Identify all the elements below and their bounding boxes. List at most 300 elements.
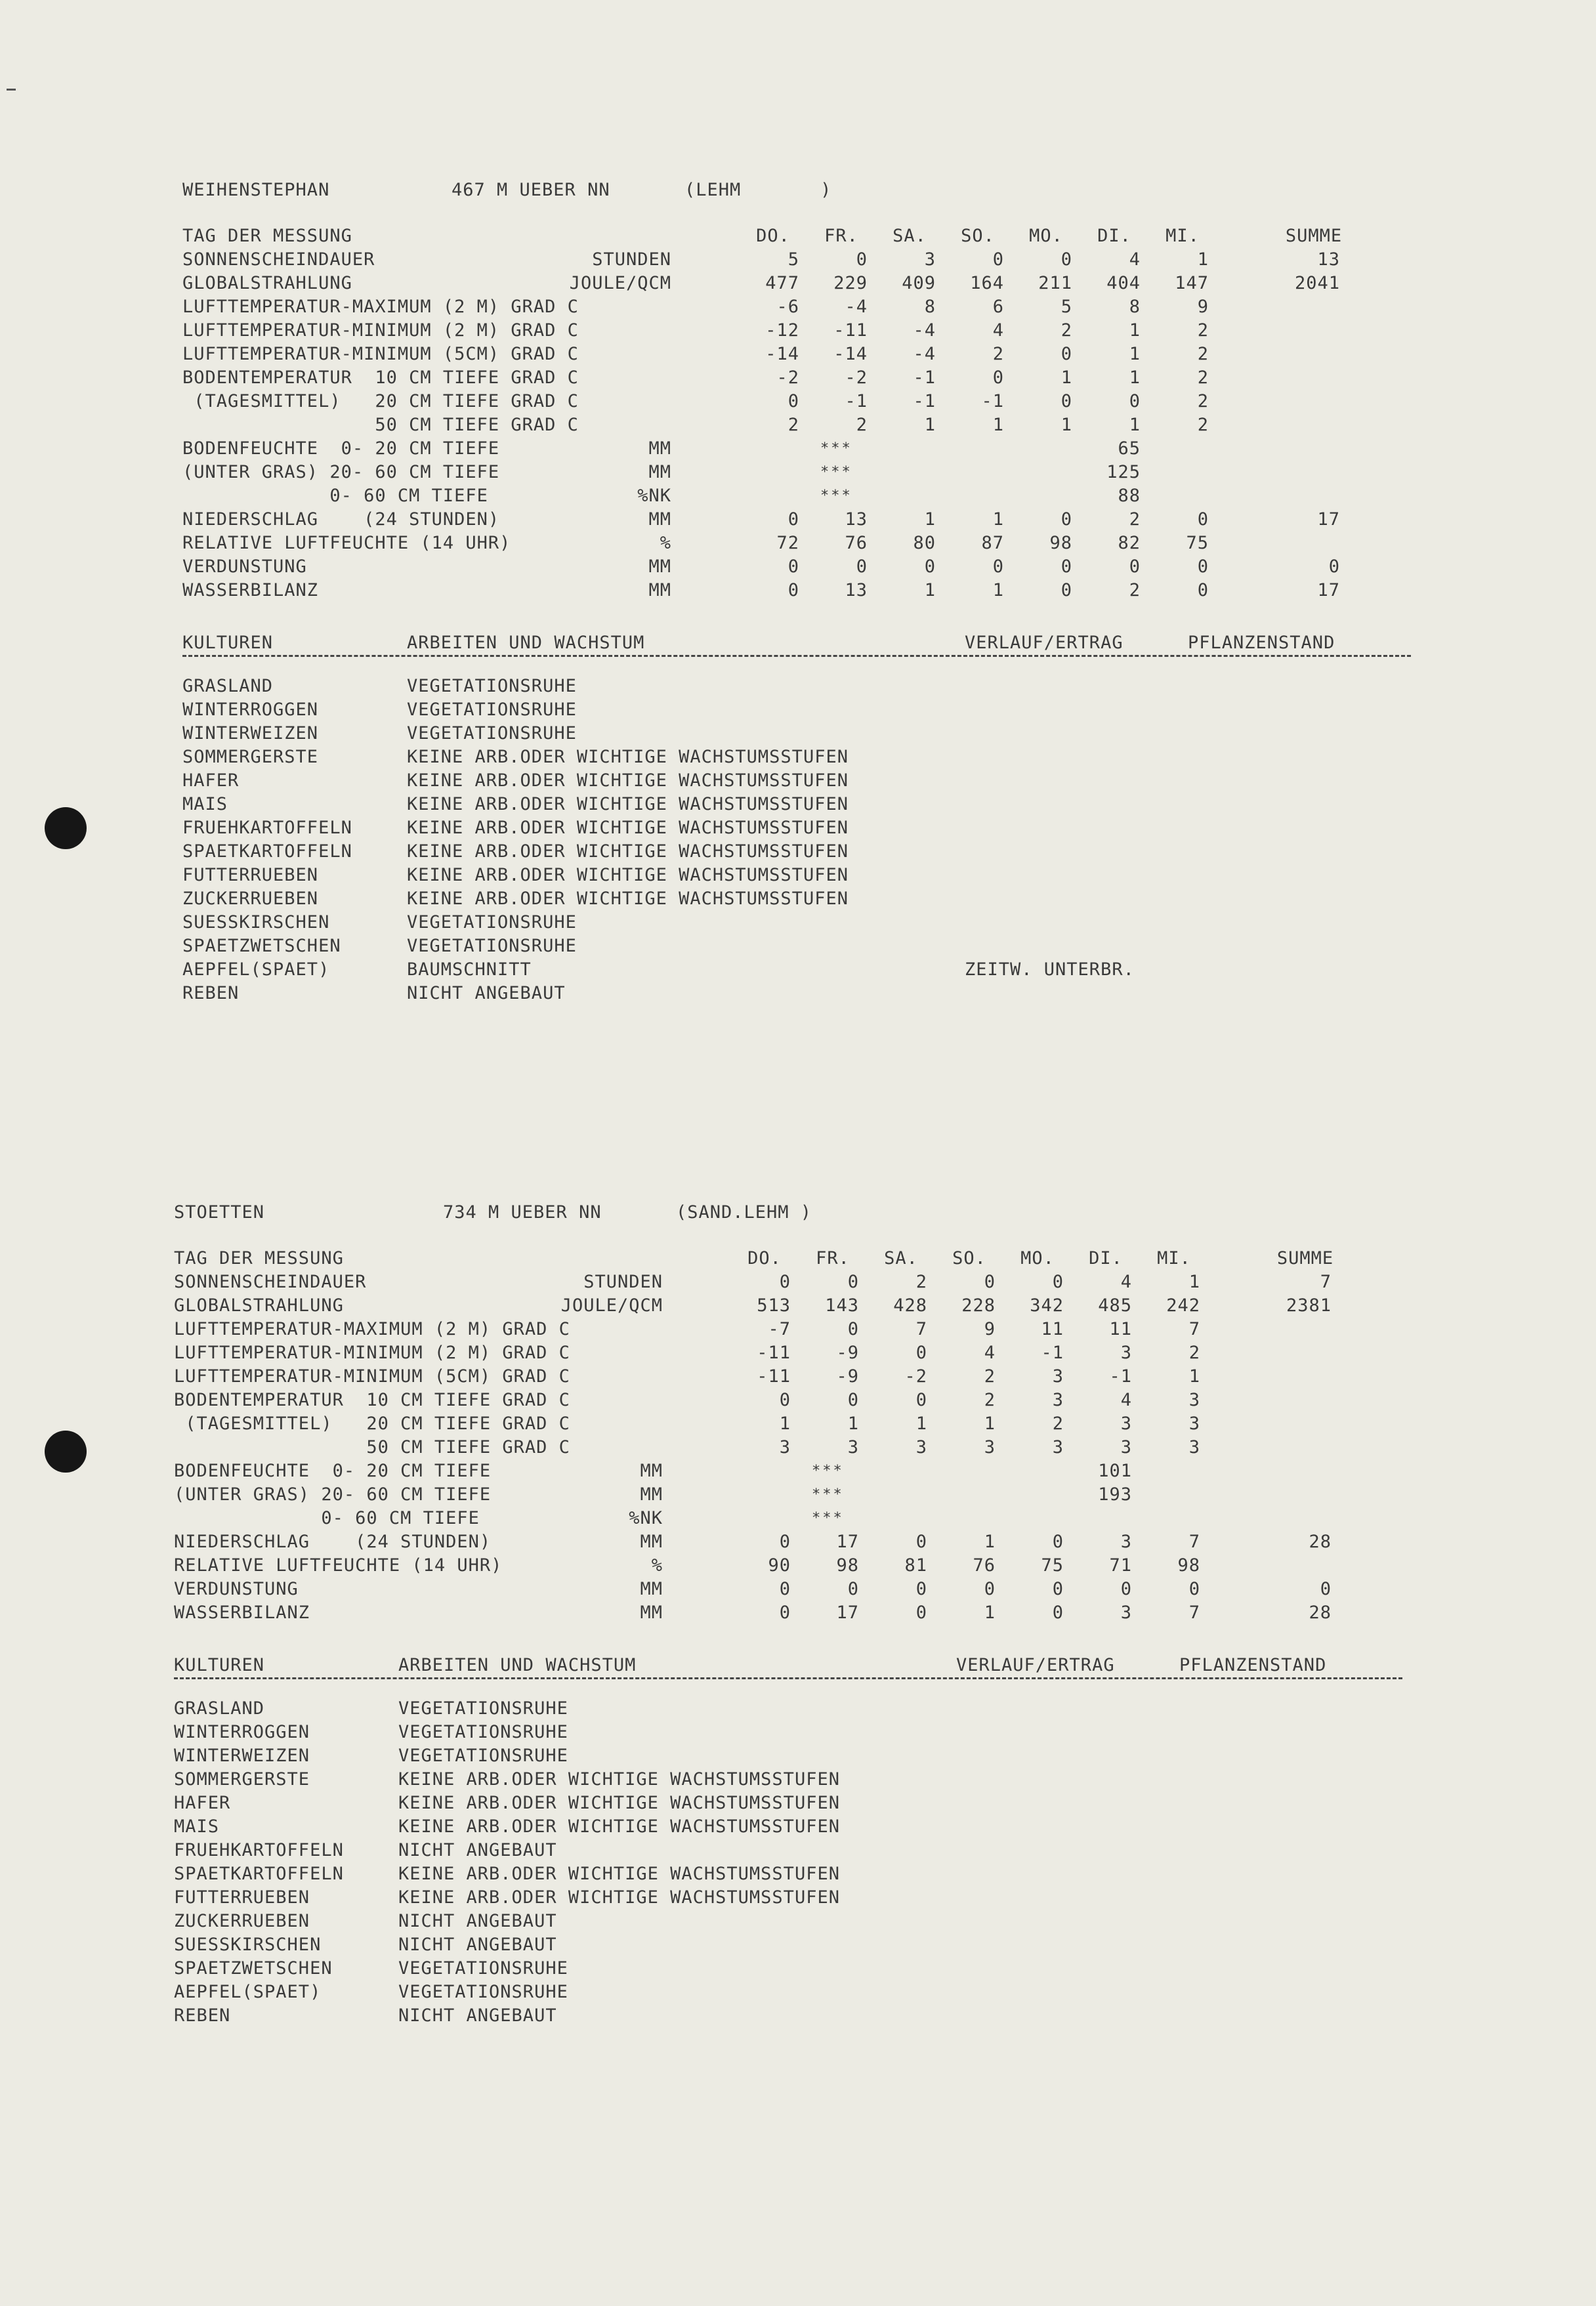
verlauf-header: VERLAUF/ERTRAG [956, 1655, 1115, 1675]
day-value: 0 [1052, 1272, 1064, 1292]
day-value: 1 [1129, 367, 1141, 388]
crop-name: REBEN [182, 983, 240, 1003]
day-value: 1 [915, 1414, 927, 1434]
day-value: 1 [1197, 249, 1209, 270]
day-value: -2 [904, 1366, 927, 1387]
sum-value: 13 [1317, 249, 1340, 270]
day-value: 1 [984, 1603, 996, 1623]
day-value: -2 [776, 367, 799, 388]
day-value: 1 [779, 1414, 791, 1434]
measure-unit: MM [640, 1461, 663, 1481]
day-value: 6 [992, 297, 1004, 317]
crop-name: FUTTERRUEBEN [182, 865, 319, 885]
measure-label: BODENTEMPERATUR 10 CM TIEFE GRAD C [174, 1390, 570, 1410]
day-value: 0 [1129, 391, 1141, 411]
crop-activity: NICHT ANGEBAUT [407, 983, 566, 1003]
day-value: 1 [924, 509, 936, 530]
day-value: 0 [779, 1532, 791, 1552]
crop-activity: VEGETATIONSRUHE [398, 1698, 568, 1719]
crop-name: AEPFEL(SPAET) [174, 1982, 322, 2002]
measure-label: GLOBALSTRAHLUNG [174, 1295, 344, 1316]
crop-activity: KEINE ARB.ODER WICHTIGE WACHSTUMSSTUFEN [398, 1887, 840, 1908]
crop-activity: VEGETATIONSRUHE [407, 700, 577, 720]
station-weihenstephan [182, 178, 1429, 1032]
crop-note: ZEITW. UNTERBR. [965, 959, 1135, 980]
day-value: 4 [984, 1343, 996, 1363]
measure-unit: MM [648, 556, 671, 577]
day-value: 228 [961, 1295, 996, 1316]
crop-activity: VEGETATIONSRUHE [407, 936, 577, 956]
crop-name: SUESSKIRSCHEN [174, 1935, 322, 1955]
day-value: 0 [1052, 1579, 1064, 1599]
day-value: 0 [1060, 556, 1072, 577]
crop-activity: NICHT ANGEBAUT [398, 2005, 557, 2026]
day-value: 2 [992, 344, 1004, 364]
measure-label: 50 CM TIEFE GRAD C [174, 1437, 570, 1457]
measure-label: VERDUNSTUNG [182, 556, 307, 577]
day-value: 3 [924, 249, 936, 270]
day-value: 3 [847, 1437, 859, 1457]
measure-label: WASSERBILANZ [174, 1603, 310, 1623]
day-value: 1 [992, 509, 1004, 530]
crop-name: SOMMERGERSTE [174, 1769, 310, 1790]
day-value: 0 [924, 556, 936, 577]
day-value: 3 [1188, 1414, 1200, 1434]
day-header: MI. [1166, 226, 1200, 246]
day-value: 2 [1197, 367, 1209, 388]
day-value: 1 [1188, 1272, 1200, 1292]
crop-name: FRUEHKARTOFFELN [182, 818, 352, 838]
sum-value: 17 [1317, 509, 1340, 530]
station-name: STOETTEN [174, 1202, 265, 1223]
day-value: 485 [1098, 1295, 1132, 1316]
day-value: 4 [1120, 1390, 1132, 1410]
crop-name: MAIS [174, 1816, 220, 1837]
measure-label: LUFTTEMPERATUR-MAXIMUM (2 M) GRAD C [182, 297, 579, 317]
day-value: 3 [1120, 1603, 1132, 1623]
day-value: -11 [757, 1343, 791, 1363]
crop-activity: VEGETATIONSRUHE [398, 1722, 568, 1742]
day-value: 101 [1098, 1461, 1132, 1481]
day-value: 0 [1188, 1579, 1200, 1599]
missing-value-marker: *** [812, 1510, 844, 1526]
crop-activity: KEINE ARB.ODER WICHTIGE WACHSTUMSSTUFEN [407, 841, 849, 862]
day-value: 0 [847, 1272, 859, 1292]
day-value: -1 [981, 391, 1004, 411]
measure-label: 0- 60 CM TIEFE [182, 486, 488, 506]
measure-unit: %NK [637, 486, 671, 506]
station-elevation: 734 M UEBER NN [443, 1202, 602, 1223]
measure-unit: JOULE/QCM [569, 273, 671, 293]
day-value: 477 [765, 273, 799, 293]
measure-unit: MM [648, 580, 671, 600]
day-value: 76 [973, 1555, 996, 1576]
day-value: 2 [1197, 344, 1209, 364]
crop-name: FUTTERRUEBEN [174, 1887, 310, 1908]
day-header: DI. [1089, 1248, 1123, 1268]
measure-label: GLOBALSTRAHLUNG [182, 273, 352, 293]
day-header: SA. [884, 1248, 918, 1268]
crop-name: WINTERROGGEN [174, 1722, 310, 1742]
crop-name: WINTERWEIZEN [174, 1746, 310, 1766]
crop-name: AEPFEL(SPAET) [182, 959, 330, 980]
crop-activity: KEINE ARB.ODER WICHTIGE WACHSTUMSSTUFEN [398, 1793, 840, 1813]
tag-der-messung-label: TAG DER MESSUNG [182, 226, 352, 246]
day-value: 2 [856, 415, 868, 435]
measure-unit: %NK [629, 1508, 663, 1528]
day-header: DI. [1097, 226, 1131, 246]
measure-label: LUFTTEMPERATUR-MINIMUM (5CM) GRAD C [174, 1366, 570, 1387]
day-value: 2 [1129, 509, 1141, 530]
measure-label: LUFTTEMPERATUR-MINIMUM (5CM) GRAD C [182, 344, 579, 364]
crop-activity: BAUMSCHNITT [407, 959, 532, 980]
day-value: 242 [1166, 1295, 1200, 1316]
day-value: 0 [1120, 1579, 1132, 1599]
crop-activity: VEGETATIONSRUHE [398, 1982, 568, 2002]
sum-value: 7 [1320, 1272, 1332, 1292]
day-value: -7 [768, 1319, 791, 1339]
kulturen-header: KULTUREN [182, 633, 274, 653]
day-value: 0 [1052, 1603, 1064, 1623]
missing-value-marker: *** [820, 464, 852, 480]
day-value: 4 [992, 320, 1004, 341]
crop-name: HAFER [174, 1793, 231, 1813]
day-value: 0 [1197, 580, 1209, 600]
day-value: 82 [1118, 533, 1141, 553]
day-value: 0 [847, 1390, 859, 1410]
crop-name: MAIS [182, 794, 228, 814]
day-value: -9 [836, 1343, 859, 1363]
day-value: -4 [845, 297, 868, 317]
day-value: 229 [833, 273, 868, 293]
day-value: 8 [924, 297, 936, 317]
measure-label: BODENTEMPERATUR 10 CM TIEFE GRAD C [182, 367, 579, 388]
day-value: 88 [1118, 486, 1141, 506]
measure-label: LUFTTEMPERATUR-MINIMUM (2 M) GRAD C [182, 320, 579, 341]
tag-der-messung-label: TAG DER MESSUNG [174, 1248, 344, 1268]
day-value: 0 [1060, 509, 1072, 530]
day-value: 75 [1186, 533, 1209, 553]
day-value: -1 [1041, 1343, 1064, 1363]
day-value: 9 [1197, 297, 1209, 317]
day-value: 7 [1188, 1319, 1200, 1339]
day-value: 3 [1120, 1532, 1132, 1552]
day-value: -11 [833, 320, 868, 341]
day-value: 2 [1129, 580, 1141, 600]
day-value: 0 [788, 509, 799, 530]
day-value: 3 [1052, 1390, 1064, 1410]
crop-name: GRASLAND [182, 676, 274, 696]
day-value: 0 [788, 580, 799, 600]
day-value: 5 [788, 249, 799, 270]
measure-label: SONNENSCHEINDAUER [182, 249, 375, 270]
measure-unit: STUNDEN [583, 1272, 663, 1292]
punch-hole [45, 807, 87, 849]
summe-header: SUMME [1285, 226, 1343, 246]
day-value: 0 [915, 1343, 927, 1363]
measure-label: RELATIVE LUFTFEUCHTE (14 UHR) [174, 1555, 503, 1576]
crop-activity: KEINE ARB.ODER WICHTIGE WACHSTUMSSTUFEN [407, 865, 849, 885]
margin-mark [7, 89, 16, 91]
day-value: 0 [788, 556, 799, 577]
day-value: 1 [924, 415, 936, 435]
day-value: 1 [1129, 320, 1141, 341]
day-header: MI. [1157, 1248, 1191, 1268]
crop-activity: KEINE ARB.ODER WICHTIGE WACHSTUMSSTUFEN [407, 770, 849, 791]
measure-label: BODENFEUCHTE 0- 20 CM TIEFE [174, 1461, 492, 1481]
day-value: 0 [1060, 344, 1072, 364]
measure-label: NIEDERSCHLAG (24 STUNDEN) [182, 509, 500, 530]
day-value: 0 [779, 1272, 791, 1292]
crop-name: FRUEHKARTOFFELN [174, 1840, 344, 1860]
crop-activity: KEINE ARB.ODER WICHTIGE WACHSTUMSSTUFEN [407, 794, 849, 814]
sum-value: 17 [1317, 580, 1340, 600]
day-value: -9 [836, 1366, 859, 1387]
day-value: 0 [856, 249, 868, 270]
day-header: FR. [824, 226, 858, 246]
day-value: 81 [904, 1555, 927, 1576]
punch-hole [45, 1431, 87, 1473]
day-value: 98 [1177, 1555, 1200, 1576]
measure-label: (UNTER GRAS) 20- 60 CM TIEFE [174, 1484, 492, 1505]
day-value: 0 [1060, 391, 1072, 411]
day-value: 65 [1118, 438, 1141, 459]
crop-activity: KEINE ARB.ODER WICHTIGE WACHSTUMSSTUFEN [398, 1769, 840, 1790]
crop-name: WINTERROGGEN [182, 700, 319, 720]
day-value: 3 [1188, 1390, 1200, 1410]
day-value: 0 [779, 1390, 791, 1410]
verlauf-header: VERLAUF/ERTRAG [965, 633, 1124, 653]
day-value: 3 [779, 1437, 791, 1457]
crop-activity: KEINE ARB.ODER WICHTIGE WACHSTUMSSTUFEN [398, 1864, 840, 1884]
measure-label: SONNENSCHEINDAUER [174, 1272, 367, 1292]
crop-activity: NICHT ANGEBAUT [398, 1840, 557, 1860]
day-value: 71 [1109, 1555, 1132, 1576]
pflanzenstand-header: PFLANZENSTAND [1188, 633, 1335, 653]
measure-unit: % [660, 533, 671, 553]
measure-label: LUFTTEMPERATUR-MAXIMUM (2 M) GRAD C [174, 1319, 570, 1339]
measure-label: (UNTER GRAS) 20- 60 CM TIEFE [182, 462, 500, 482]
crop-activity: NICHT ANGEBAUT [398, 1935, 557, 1955]
day-value: 0 [992, 556, 1004, 577]
day-value: 4 [1120, 1272, 1132, 1292]
crop-activity: KEINE ARB.ODER WICHTIGE WACHSTUMSSTUFEN [398, 1816, 840, 1837]
crop-name: SUESSKIRSCHEN [182, 912, 330, 933]
crop-activity: KEINE ARB.ODER WICHTIGE WACHSTUMSSTUFEN [407, 889, 849, 909]
crop-name: SPAETZWETSCHEN [182, 936, 341, 956]
sum-value: 2041 [1294, 273, 1340, 293]
day-value: 3 [984, 1437, 996, 1457]
measure-unit: MM [640, 1484, 663, 1505]
day-header: DO. [756, 226, 790, 246]
day-value: 0 [1197, 556, 1209, 577]
day-value: 0 [1060, 249, 1072, 270]
measure-label: NIEDERSCHLAG (24 STUNDEN) [174, 1532, 492, 1552]
crop-activity: VEGETATIONSRUHE [407, 676, 577, 696]
day-value: 409 [902, 273, 936, 293]
day-value: 8 [1129, 297, 1141, 317]
day-header: MO. [1029, 226, 1063, 246]
day-value: 428 [893, 1295, 927, 1316]
measure-label: BODENFEUCHTE 0- 20 CM TIEFE [182, 438, 500, 459]
day-value: 0 [779, 1579, 791, 1599]
sum-value: 2381 [1286, 1295, 1332, 1316]
day-value: 75 [1041, 1555, 1064, 1576]
day-value: 3 [1120, 1437, 1132, 1457]
measure-unit: MM [640, 1579, 663, 1599]
measure-label: 50 CM TIEFE GRAD C [182, 415, 579, 435]
day-value: 0 [856, 556, 868, 577]
crop-activity: VEGETATIONSRUHE [407, 723, 577, 744]
crop-name: GRASLAND [174, 1698, 265, 1719]
day-value: 211 [1038, 273, 1072, 293]
station-soil: (LEHM ) [684, 180, 832, 200]
measure-label: (TAGESMITTEL) 20 CM TIEFE GRAD C [182, 391, 579, 411]
measure-label: RELATIVE LUFTFEUCHTE (14 UHR) [182, 533, 511, 553]
day-header: SO. [952, 1248, 986, 1268]
day-value: 1 [1060, 415, 1072, 435]
arbeiten-header: ARBEITEN UND WACHSTUM [398, 1655, 637, 1675]
crop-activity: VEGETATIONSRUHE [407, 912, 577, 933]
day-value: -14 [765, 344, 799, 364]
day-value: 0 [847, 1579, 859, 1599]
day-value: 3 [1052, 1366, 1064, 1387]
day-value: -14 [833, 344, 868, 364]
day-value: 2 [1197, 391, 1209, 411]
day-value: 2 [1052, 1414, 1064, 1434]
measure-unit: MM [640, 1603, 663, 1623]
day-value: 404 [1106, 273, 1141, 293]
crop-name: SPAETKARTOFFELN [174, 1864, 344, 1884]
crop-name: SPAETKARTOFFELN [182, 841, 352, 862]
day-header: SA. [892, 226, 927, 246]
day-value: 87 [981, 533, 1004, 553]
day-value: 0 [1052, 1532, 1064, 1552]
day-value: 2 [984, 1366, 996, 1387]
crop-activity: NICHT ANGEBAUT [398, 1911, 557, 1931]
day-value: -1 [1109, 1366, 1132, 1387]
day-value: 2 [1197, 320, 1209, 341]
station-soil: (SAND.LEHM ) [676, 1202, 812, 1223]
day-value: 342 [1030, 1295, 1064, 1316]
day-value: 1 [1188, 1366, 1200, 1387]
day-value: 1 [992, 415, 1004, 435]
day-header: FR. [816, 1248, 850, 1268]
day-value: 0 [915, 1579, 927, 1599]
day-value: 76 [845, 533, 868, 553]
day-value: 0 [984, 1579, 996, 1599]
day-value: 1 [1129, 415, 1141, 435]
day-value: 2 [984, 1390, 996, 1410]
station-name: WEIHENSTEPHAN [182, 180, 330, 200]
day-value: -6 [776, 297, 799, 317]
day-value: 7 [1188, 1532, 1200, 1552]
day-header: DO. [747, 1248, 782, 1268]
crop-name: ZUCKERRUEBEN [182, 889, 319, 909]
dashed-divider [182, 655, 1411, 657]
measure-label: (TAGESMITTEL) 20 CM TIEFE GRAD C [174, 1414, 570, 1434]
day-value: 2 [1060, 320, 1072, 341]
measure-unit: MM [648, 438, 671, 459]
kulturen-header: KULTUREN [174, 1655, 265, 1675]
measure-label: WASSERBILANZ [182, 580, 319, 600]
measure-label: LUFTTEMPERATUR-MINIMUM (2 M) GRAD C [174, 1343, 570, 1363]
day-value: 1 [847, 1414, 859, 1434]
day-value: 147 [1175, 273, 1209, 293]
summe-header: SUMME [1276, 1248, 1334, 1268]
sum-value: 28 [1309, 1603, 1332, 1623]
day-value: 0 [992, 249, 1004, 270]
day-value: 3 [915, 1437, 927, 1457]
day-value: 1 [992, 580, 1004, 600]
day-value: -4 [913, 320, 936, 341]
day-value: -11 [757, 1366, 791, 1387]
dashed-divider [174, 1677, 1402, 1679]
day-value: 2 [915, 1272, 927, 1292]
day-value: 164 [970, 273, 1004, 293]
day-value: 0 [915, 1390, 927, 1410]
crop-name: SPAETZWETSCHEN [174, 1958, 333, 1979]
day-value: 7 [1188, 1603, 1200, 1623]
measure-unit: % [651, 1555, 663, 1576]
day-value: 0 [915, 1532, 927, 1552]
measure-unit: JOULE/QCM [560, 1295, 663, 1316]
measure-unit: MM [648, 509, 671, 530]
day-value: 5 [1060, 297, 1072, 317]
crop-name: WINTERWEIZEN [182, 723, 319, 744]
crop-activity: KEINE ARB.ODER WICHTIGE WACHSTUMSSTUFEN [407, 818, 849, 838]
missing-value-marker: *** [812, 1463, 844, 1479]
day-value: 11 [1109, 1319, 1132, 1339]
day-value: -2 [845, 367, 868, 388]
day-value: 143 [825, 1295, 859, 1316]
station-elevation: 467 M UEBER NN [452, 180, 610, 200]
day-value: 7 [915, 1319, 927, 1339]
arbeiten-header: ARBEITEN UND WACHSTUM [407, 633, 645, 653]
day-value: 1 [984, 1532, 996, 1552]
day-value: 98 [1049, 533, 1072, 553]
day-value: 0 [1060, 580, 1072, 600]
day-value: 0 [915, 1603, 927, 1623]
crop-activity: VEGETATIONSRUHE [398, 1746, 568, 1766]
crop-activity: VEGETATIONSRUHE [398, 1958, 568, 1979]
measure-unit: MM [640, 1532, 663, 1552]
sum-value: 0 [1320, 1579, 1332, 1599]
missing-value-marker: *** [812, 1486, 844, 1503]
day-value: 17 [836, 1532, 859, 1552]
day-value: 2 [1197, 415, 1209, 435]
day-value: 3 [1120, 1343, 1132, 1363]
crop-name: REBEN [174, 2005, 231, 2026]
day-value: 72 [776, 533, 799, 553]
day-value: 1 [924, 580, 936, 600]
day-value: 9 [984, 1319, 996, 1339]
day-value: 80 [913, 533, 936, 553]
day-value: 0 [788, 391, 799, 411]
day-value: -1 [913, 391, 936, 411]
day-value: 11 [1041, 1319, 1064, 1339]
crop-name: SOMMERGERSTE [182, 747, 319, 767]
measure-label: VERDUNSTUNG [174, 1579, 299, 1599]
measure-label: 0- 60 CM TIEFE [174, 1508, 480, 1528]
day-value: 0 [1129, 556, 1141, 577]
day-value: 3 [1052, 1437, 1064, 1457]
day-value: 193 [1098, 1484, 1132, 1505]
day-value: 0 [779, 1603, 791, 1623]
day-value: -12 [765, 320, 799, 341]
day-value: 13 [845, 580, 868, 600]
day-value: -4 [913, 344, 936, 364]
